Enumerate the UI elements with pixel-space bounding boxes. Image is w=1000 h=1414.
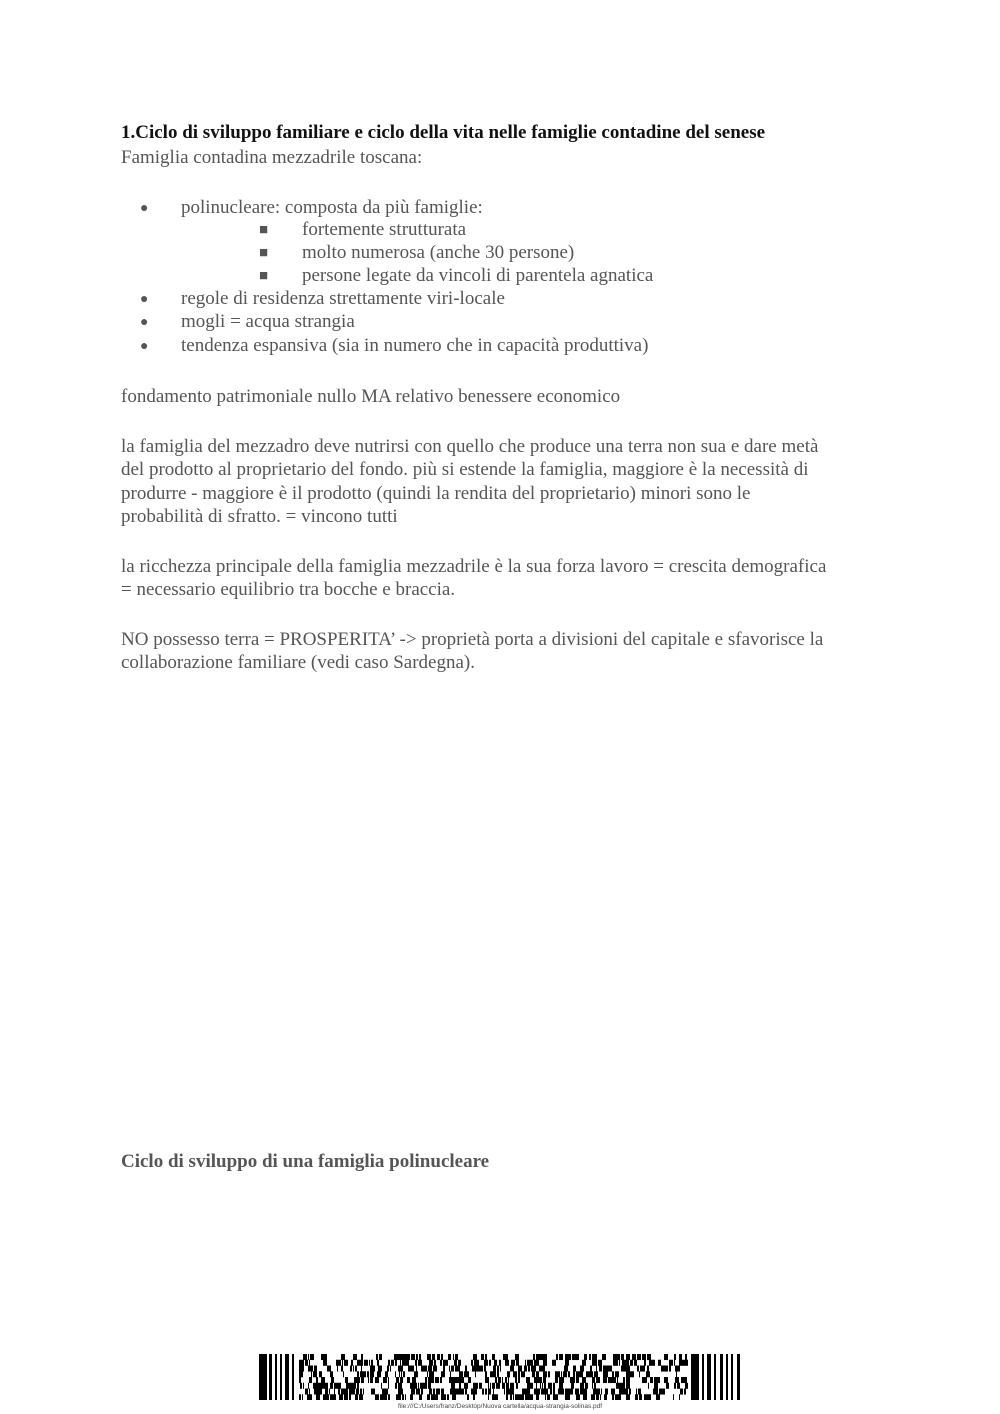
- section-subtitle: Ciclo di sviluppo di una famiglia polinucleare: [121, 1151, 490, 1172]
- paragraph-line: fondamento patrimoniale nullo MA relativo benessere economico: [121, 386, 621, 407]
- paragraph-line: la famiglia del mezzadro deve nutrirsi con quello che produce una terra non sua e dare metà: [121, 436, 819, 457]
- subitem-glyph: ■: [259, 245, 269, 261]
- bullet-item: mogli = acqua strangia: [181, 311, 355, 332]
- paragraph-line: = necessario equilibrio tra bocche e braccia.: [121, 579, 456, 600]
- paragraph-line: probabilità di sfratto. = vincono tutti: [121, 506, 398, 527]
- paragraph-line: la ricchezza principale della famiglia mezzadrile è la sua forza lavoro = crescita demografica: [121, 556, 827, 577]
- file-path: file:///C:/Users/franz/Desktop/Nuova cartella/acqua-strangia-solinas.pdf: [397, 1403, 603, 1410]
- bullet-item: tendenza espansiva (sia in numero che in capacità produttiva): [181, 335, 649, 356]
- intro-text: Famiglia contadina mezzadrile toscana:: [121, 147, 423, 168]
- bullet-glyph: ●: [140, 339, 149, 354]
- paragraph-line: collaborazione familiare (vedi caso Sardegna).: [121, 652, 475, 673]
- subitem-glyph: ■: [259, 222, 269, 238]
- subitem: molto numerosa (anche 30 persone): [302, 242, 575, 263]
- subitem: persone legate da vincoli di parentela agnatica: [302, 265, 654, 286]
- barcode: [259, 1354, 743, 1400]
- paragraph-line: del prodotto al proprietario del fondo. più si estende la famiglia, maggiore è la necessità di: [121, 459, 809, 480]
- bullet-glyph: ●: [140, 292, 149, 307]
- bullet-glyph: ●: [140, 201, 149, 216]
- bullet-item: regole di residenza strettamente viri-locale: [181, 288, 505, 309]
- subitem: fortemente strutturata: [302, 219, 467, 240]
- bullet-glyph: ●: [140, 315, 149, 330]
- subitem-glyph: ■: [259, 268, 269, 284]
- paragraph-line: NO possesso terra = PROSPERITA’ -> proprietà porta a divisioni del capitale e sfavorisce la: [121, 629, 824, 650]
- bullet-item: polinucleare: composta da più famiglie:: [181, 197, 483, 218]
- section-title: 1.Ciclo di sviluppo familiare e ciclo della vita nelle famiglie contadine del senese: [121, 122, 766, 143]
- paragraph-line: produrre - maggiore è il prodotto (quindi la rendita del proprietario) minori sono le: [121, 483, 751, 504]
